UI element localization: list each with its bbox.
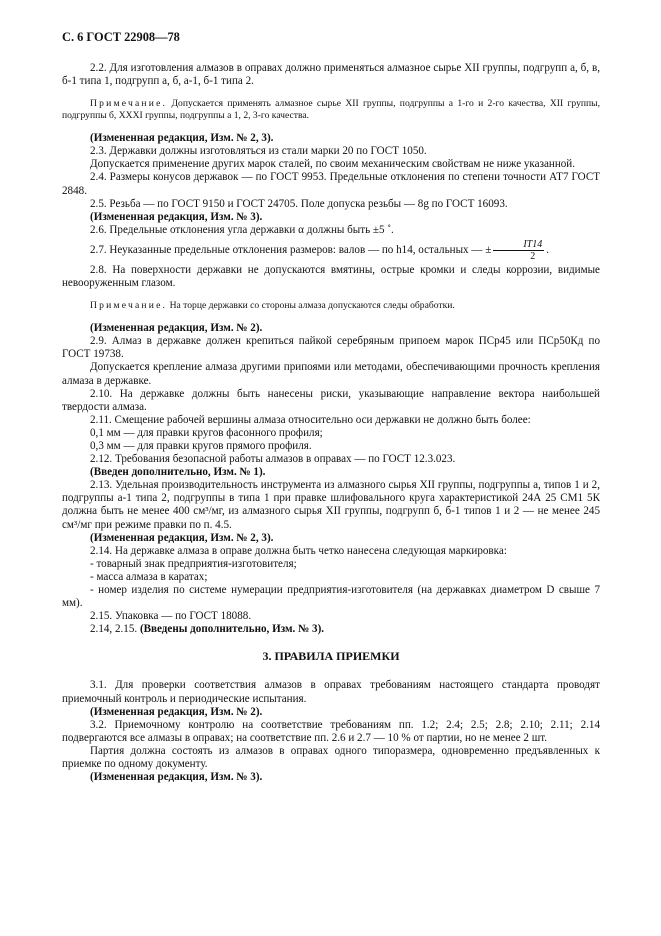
clause-2-2: 2.2. Для изготовления алмазов в оправах должно применяться алмазное сырье XII группы, подгрупп а, б, в, б-1 типа 1, подгрупп а, б, а-1, б-1 типа 2. [62,62,600,88]
clause-2-14-b: - масса алмаза в каратах; [90,570,208,583]
clause-2-14: 2.14. На державке алмаза в оправе должна быть четко нанесена следующая маркировка: [90,544,507,557]
clause-2-9-b: Допускается крепление алмаза другими припоями или методами, обеспечивающими прочность крепления алмаза в державке. [62,361,600,387]
document-page [62,30,600,784]
clause-2-11-a: 0,1 мм — для правки кругов фасонного профиля; [90,426,323,439]
edit-note: (Измененная редакция, Изм. № 3). [90,210,263,223]
clause-2-3-b: Допускается применение других марок сталей, по своим механическим свойствам не ниже указанной. [90,158,576,171]
note-2-text: На торце державки со стороны алмаза допускаются следы обработки. [169,300,455,312]
clause-2-15: 2.15. Упаковка — по ГОСТ 18088. [90,610,252,623]
clause-2-11: 2.11. Смещение рабочей вершины алмаза относительно оси державки не должно быть более: [90,413,531,426]
clause-3-1: 3.1. Для проверки соответствия алмазов в оправах требованиям настоящего стандарта проводят приемочный контроль и периодические испытания. [62,679,600,705]
fraction-denominator: 2 [530,250,536,262]
clause-2-3: 2.3. Державки должны изготовляться из стали марки 20 по ГОСТ 1050. [90,145,427,158]
note-1-label: Примечание. [90,98,168,110]
clause-2-9: 2.9. Алмаз в державке должен крепиться пайкой серебряным припоем марок ПСр45 или ПСр50Кд по ГОСТ 19738. [62,335,600,361]
clause-2-14-2-15 [62,623,600,636]
section-title: 3. ПРАВИЛА ПРИЕМКИ [262,649,400,664]
fraction-numerator: IT14 [493,239,544,251]
clause-3-2-b: Партия должна состоять из алмазов в оправах одного типоразмера, одновременно предъявленных к приемке по одному документу. [62,744,600,771]
fraction [493,239,544,262]
note-2 [62,300,600,312]
clause-3-2: 3.2. Приемочному контролю на соответствие требованиям пп. 1.2; 2.4; 2.5; 2.8; 2.10; 2.11; 2.14 подвергаются все алмазы в оправах; на соответствие пп. 2.6 и 2.7 — 10 % от партии, но не менее 2 шт. [62,718,600,744]
clause-2-14-a: - товарный знак предприятия-изготовителя; [90,557,297,570]
clause-2-7-text: 2.7. Неуказанные предельные отклонения размеров: валов — по h14, остальных — ± [90,243,492,256]
clause-2-8: 2.8. На поверхности державки не допускаются вмятины, острые кромки и следы коррозии, видимые невооруженным глазом. [62,263,600,290]
edit-note: (Введен дополнительно, Изм. № 1). [90,466,266,479]
note-2-label: Примечание. [90,300,168,312]
clause-2-7-end: . [546,243,549,256]
edit-note: (Измененная редакция, Изм. № 3). [90,771,263,784]
edit-note: (Измененная редакция, Изм. № 2). [90,322,263,335]
edit-note: (Измененная редакция, Изм. № 2, 3). [90,531,274,544]
clause-2-10: 2.10. На державке должны быть нанесены риски, указывающие направление вектора наибольшей твердости алмаза. [62,387,600,413]
edit-note: (Измененная редакция, Изм. № 2). [90,705,263,718]
clause-2-12: 2.12. Требования безопасной работы алмазов в оправах — по ГОСТ 12.3.023. [90,453,456,466]
clause-2-5: 2.5. Резьба — по ГОСТ 9150 и ГОСТ 24705. Поле допуска резьбы — 8g по ГОСТ 16093. [90,197,508,210]
clause-2-11-b: 0,3 мм — для правки кругов прямого профиля. [90,439,312,452]
note-1-text: Допускается применять алмазное сырье XII группы, подгруппы а 1-го и 2-го качества, XII группы, подгруппы б, XXXI группы, подгруппы а 1, 2, 3-го качества. [62,98,600,122]
edit-note: (Измененная редакция, Изм. № 2, 3). [90,132,274,145]
clause-2-6: 2.6. Предельные отклонения угла державки α должны быть ±5 ˚. [90,223,394,236]
clause-2-14-2-15-edit: (Введены дополнительно, Изм. № 3). [139,623,325,636]
note-1 [62,98,600,122]
clause-2-4: 2.4. Размеры конусов державок — по ГОСТ 9953. Предельные отклонения по степени точности АТ7 ГОСТ 2848. [62,171,600,197]
clause-2-14-2-15-number: 2.14, 2.15. [90,623,138,636]
clause-2-14-c: - номер изделия по системе нумерации предприятия-изготовителя (на державках диаметром D свыше 7 мм). [62,584,600,610]
page-header: С. 6 ГОСТ 22908—78 [62,30,180,44]
clause-2-7 [62,239,600,262]
clause-2-13: 2.13. Удельная производительность инструмента из алмазного сырья XII группы, подгруппы а, типов 1 и 2, подгруппы а-1 типа 2, подгруппы в типа 1 при правке шлифовального круга характеристикой 24А 25 СМ1 5К должна быть не менее 400 см³/мг, из алмазного сырья XII группы, подгрупп б, б-1 типов 1 и 2 — не менее 245 см³/мг при режиме правки по п. 4.5. [62,479,600,531]
